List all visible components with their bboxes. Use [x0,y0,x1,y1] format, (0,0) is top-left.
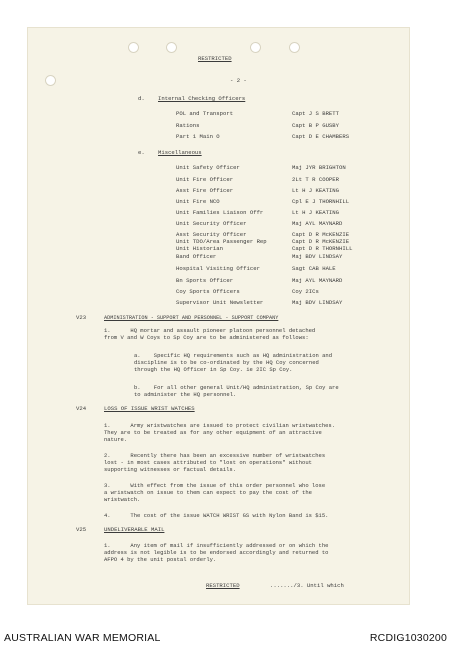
order-number: V24 [76,405,87,412]
appointment-role: Unit Families Liaison Offr [176,209,264,216]
appointment-role: Unit Safety Officer [176,164,240,171]
appointment-name: Lt H J KEATING [292,187,339,194]
appointment-role: Rations [176,122,200,129]
page-number: - 2 - [230,77,247,84]
order-number: V23 [76,314,87,321]
appointment-role: Unit Fire Officer [176,176,234,183]
appointment-role: Asst Security Officer [176,231,247,238]
order-title: ADMINISTRATION - SUPPORT AND PERSONNEL - SUPPORT COMPANY [104,315,279,321]
appointment-role: Unit Security Officer [176,220,247,227]
order-paragraph: 1. Army wristwatches are issued to protect civilian wristwatches. They are to be treated as for any other equipment of an attractive nature. [104,422,336,444]
appointment-name: Capt D R McKENZIE [292,231,350,238]
appointment-role: Part 1 Main O [176,133,220,140]
appointment-name: Capt J S BRETT [292,110,339,117]
section-d-label: d. [138,95,145,102]
order-number: V25 [76,526,87,533]
archive-reference: RCDIG1030200 [369,632,447,644]
order-paragraph: 1. Any item of mail if insufficiently addressed or on which the address is not legible is to be endorsed accordingly and returned to AFPO 4 by the unit postal orderly. [104,542,329,564]
appointment-role: Asst Fire Officer [176,187,234,194]
order-paragraph: 4. The cost of the issue WATCH WRIST GS with Nylon Band is $15. [104,512,329,519]
appointment-name: Coy 2ICs [292,288,319,295]
appointment-name: Capt B P GUSBY [292,122,339,129]
archive-credit: AUSTRALIAN WAR MEMORIAL [4,632,161,644]
punch-hole [128,42,139,53]
appointment-name: Maj JYR BRIGHTON [292,164,346,171]
punch-hole [166,42,177,53]
appointment-name: Sagt CAB HALE [292,265,336,272]
section-e-label: e. [138,149,145,156]
punch-hole [45,75,56,86]
appointment-name: Maj BDV LINDSAY [292,299,343,306]
appointment-role: Band Officer [176,253,217,260]
appointment-name: Maj BDV LINDSAY [292,253,343,260]
appointment-name: Cpl E J THORNHILL [292,198,350,205]
appointment-role: Unit TDO/Area Passenger Rep [176,238,267,245]
appointment-role: POL and Transport [176,110,234,117]
appointment-name: Maj AYL MAYNARD [292,277,343,284]
section-e-title: Miscellaneous [158,149,202,156]
punch-hole [250,42,261,53]
order-paragraph: 3. With effect from the issue of this order personnel who lose a wristwatch on issue to them can expect to pay the cost of the wristwatch. [104,482,326,504]
appointment-name: Capt D R McKENZIE [292,238,350,245]
appointment-name: 2Lt T R COOPER [292,176,339,183]
classification-header: RESTRICTED [198,55,232,62]
appointment-name: Maj AYL MAYNARD [292,220,343,227]
order-subparagraph: b. For all other general Unit/HQ administration, Sp Coy are to administer the HQ personnel. [134,384,339,399]
appointment-role: Unit Fire NCO [176,198,220,205]
appointment-role: Hospital Visiting Officer [176,265,260,272]
appointment-role: Unit Historian [176,245,223,252]
appointment-role: Supervisor Unit Newsletter [176,299,264,306]
order-title: UNDELIVERABLE MAIL [104,526,165,533]
classification-footer: RESTRICTED [206,582,240,589]
order-subparagraph: a. Specific HQ requirements such as HQ administration and discipline is to be co-ordinated by the HQ Coy concerned through the HQ Officer in Sp Coy. ie 2IC Sp Coy. [134,352,333,374]
order-paragraph: 2. Recently there has been an excessive number of wristwatches lost - in most cases attributed to "lost on operations" without supporting witnesses or factual details. [104,452,326,474]
appointment-name: Lt H J KEATING [292,209,339,216]
appointment-role: Bn Sports Officer [176,277,234,284]
order-paragraph: 1. HQ mortar and assault pioneer platoon personnel detached from V and W Coys to Sp Coy are to be administered as follows: [104,327,316,342]
section-d-title: Internal Checking Officers [158,95,246,102]
continuation-note: ......./3. Until which [270,582,344,589]
appointment-role: Coy Sports Officers [176,288,240,295]
appointment-name: Capt D R THORNHILL [292,245,353,252]
order-title: LOSS OF ISSUE WRIST WATCHES [104,405,195,412]
punch-hole [289,42,300,53]
appointment-name: Capt D E CHAMBERS [292,133,350,140]
